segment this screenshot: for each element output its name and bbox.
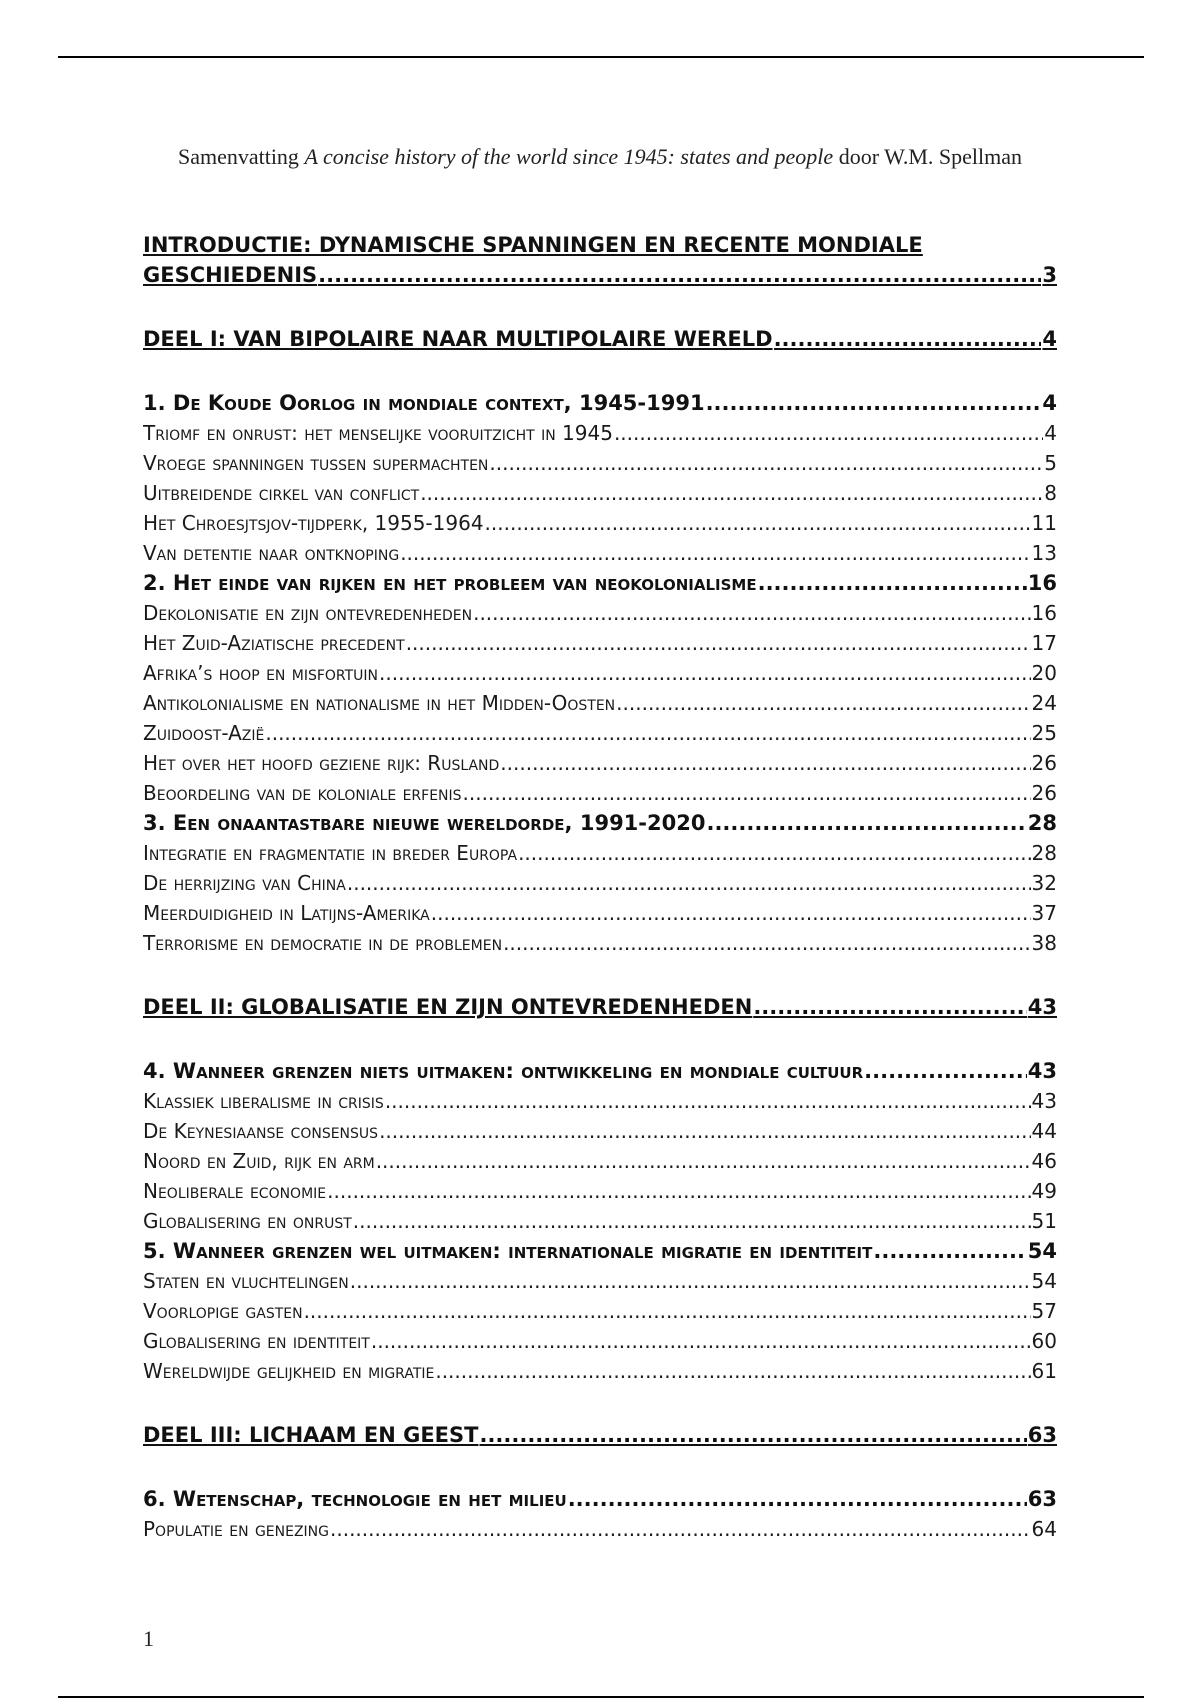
toc-page-number: 57: [1031, 1299, 1057, 1323]
toc-page-number: 51: [1031, 1209, 1057, 1233]
dot-leader: [379, 1116, 1030, 1146]
toc-part-3[interactable]: [143, 1420, 1057, 1450]
toc-section-label: Staten en vluchtelingen: [143, 1269, 349, 1293]
toc-section-label: Antikolonialisme en nationalisme in het Midden-Oosten: [143, 691, 616, 715]
toc-section-entry[interactable]: [143, 838, 1057, 868]
toc-section-label: De Keynesiaanse consensus: [143, 1119, 379, 1143]
dot-leader: [350, 1266, 1031, 1296]
dot-leader: [485, 508, 1031, 538]
toc-page-number: 26: [1031, 781, 1057, 805]
toc-page-number: 3: [1042, 263, 1057, 287]
toc-chapter-4[interactable]: [143, 1056, 1057, 1086]
dot-leader: [616, 688, 1030, 718]
toc-page-number: 43: [1031, 1089, 1057, 1113]
toc-part-label: DEEL I: VAN BIPOLAIRE NAAR MULTIPOLAIRE WERELD: [143, 327, 773, 351]
dot-leader: [265, 718, 1030, 748]
toc-page-number: 16: [1031, 601, 1057, 625]
dot-leader: [431, 898, 1031, 928]
dot-leader: [347, 868, 1031, 898]
title-book: A concise history of the world since 1945: states and people: [304, 144, 834, 169]
toc-section-entry[interactable]: [143, 1326, 1057, 1356]
toc-page-number: 4: [1042, 327, 1057, 351]
dot-leader: [614, 418, 1043, 448]
toc-section-label: Terrorisme en democratie in de problemen: [143, 931, 503, 955]
toc-page-number: 43: [1027, 1059, 1057, 1083]
toc-page-number: 54: [1027, 1239, 1057, 1263]
title-prefix: Samenvatting: [177, 144, 305, 169]
toc-section-label: Van detentie naar ontknoping: [143, 541, 400, 565]
toc-section-label: Noord en Zuid, rijk en arm: [143, 1149, 375, 1173]
dot-leader: [353, 1206, 1031, 1236]
toc-section-entry[interactable]: [143, 898, 1057, 928]
toc-intro-line2: GESCHIEDENIS: [143, 263, 318, 287]
toc-section-label: Meerduidigheid in Latijns-Amerika: [143, 901, 430, 925]
toc-section-entry[interactable]: [143, 1086, 1057, 1116]
toc-chapter-label: 6. Wetenschap, technologie en het milieu: [143, 1487, 567, 1511]
toc-chapter-label: 4. Wanneer grenzen niets uitmaken: ontwikkeling en mondiale cultuur: [143, 1059, 864, 1083]
toc-section-entry[interactable]: [143, 538, 1057, 568]
toc-section-entry[interactable]: [143, 718, 1057, 748]
dot-leader: [774, 324, 1042, 354]
dot-leader: [435, 1356, 1030, 1386]
toc-page-number: 17: [1031, 631, 1057, 655]
toc-chapter-3[interactable]: [143, 808, 1057, 838]
toc-section-entry[interactable]: [143, 1146, 1057, 1176]
toc-page-number: 43: [1027, 995, 1057, 1019]
dot-leader: [473, 598, 1030, 628]
toc-part-2[interactable]: [143, 992, 1057, 1022]
toc-page-number: 54: [1031, 1269, 1057, 1293]
toc-section-entry[interactable]: [143, 868, 1057, 898]
toc-chapter-5[interactable]: [143, 1236, 1057, 1266]
footer-rule: [58, 1696, 1144, 1698]
toc-page-number: 38: [1031, 931, 1057, 955]
toc-section-entry[interactable]: [143, 658, 1057, 688]
toc-section-list: [143, 838, 1057, 958]
header-rule: [58, 56, 1144, 58]
toc-section-entry[interactable]: [143, 1514, 1057, 1544]
toc-page-number: 26: [1031, 751, 1057, 775]
toc-page-number: 24: [1031, 691, 1057, 715]
dot-leader: [371, 1326, 1031, 1356]
dot-leader: [406, 628, 1031, 658]
toc-chapter-label: 5. Wanneer grenzen wel uitmaken: internationale migratie en identiteit: [143, 1239, 873, 1263]
toc-page-number: 44: [1031, 1119, 1057, 1143]
toc-section-list: [143, 1086, 1057, 1236]
toc-section-list: [143, 1266, 1057, 1386]
toc-part-label: DEEL II: GLOBALISATIE EN ZIJN ONTEVREDENHEDEN: [143, 995, 753, 1019]
toc-page-number: 49: [1031, 1179, 1057, 1203]
toc-page-number: 28: [1027, 811, 1057, 835]
toc-intro-line1: INTRODUCTIE: DYNAMISCHE SPANNINGEN EN RECENTE MONDIALE: [143, 233, 923, 257]
toc-page-number: 4: [1042, 391, 1057, 415]
toc-section-label: Het over het hoofd geziene rijk: Rusland: [143, 751, 500, 775]
toc-page-number: 60: [1031, 1329, 1057, 1353]
toc-section-label: De herrijzing van China: [143, 871, 346, 895]
toc-intro[interactable]: [143, 230, 1057, 290]
toc-section-label: Afrika’s hoop en misfortuin: [143, 661, 379, 685]
dot-leader: [318, 260, 1041, 290]
table-of-contents: [143, 230, 1057, 1544]
dot-leader: [463, 778, 1031, 808]
toc-page-number: 13: [1031, 541, 1057, 565]
toc-section-entry[interactable]: [143, 598, 1057, 628]
dot-leader: [376, 1146, 1031, 1176]
document-title: [160, 144, 1040, 170]
toc-section-label: Globalisering en onrust: [143, 1209, 352, 1233]
toc-chapter-2[interactable]: [143, 568, 1057, 598]
dot-leader: [706, 808, 1026, 838]
toc-page-number: 63: [1027, 1487, 1057, 1511]
toc-section-label: Wereldwijde gelijkheid en migratie: [143, 1359, 435, 1383]
dot-leader: [400, 538, 1030, 568]
toc-section-entry[interactable]: [143, 508, 1057, 538]
toc-section-label: Integratie en fragmentatie in breder Europa: [143, 841, 518, 865]
dot-leader: [568, 1484, 1027, 1514]
toc-section-entry[interactable]: [143, 1296, 1057, 1326]
toc-page-number: 61: [1031, 1359, 1057, 1383]
toc-page-number: 16: [1027, 571, 1057, 595]
toc-chapter-6[interactable]: [143, 1484, 1057, 1514]
title-author: door W.M. Spellman: [833, 144, 1023, 169]
dot-leader: [758, 568, 1027, 598]
toc-section-entry[interactable]: [143, 628, 1057, 658]
toc-chapter-label: 2. Het einde van rijken en het probleem van neokolonialisme: [143, 571, 757, 595]
dot-leader: [489, 448, 1043, 478]
toc-section-label: Klassiek liberalisme in crisis: [143, 1089, 384, 1113]
page-number: 1: [143, 1626, 154, 1651]
toc-section-label: Zuidoost-Azië: [143, 721, 265, 745]
toc-section-label: Het Zuid-Aziatische precedent: [143, 631, 405, 655]
toc-section-label: Populatie en genezing: [143, 1517, 329, 1541]
toc-section-entry[interactable]: [143, 1176, 1057, 1206]
toc-section-list: [143, 598, 1057, 808]
dot-leader: [753, 992, 1026, 1022]
dot-leader: [379, 658, 1031, 688]
toc-page-number: 64: [1031, 1517, 1057, 1541]
dot-leader: [420, 478, 1043, 508]
toc-section-entry[interactable]: [143, 1356, 1057, 1386]
toc-section-label: Voorlopige gasten: [143, 1299, 303, 1323]
toc-section-label: Beoordeling van de koloniale erfenis: [143, 781, 462, 805]
toc-part-label: DEEL III: LICHAAM EN GEEST: [143, 1423, 479, 1447]
toc-section-label: Triomf en onrust: het menselijke vooruitzicht in 1945: [143, 421, 613, 445]
toc-page-number: 32: [1031, 871, 1057, 895]
dot-leader: [500, 748, 1030, 778]
toc-section-entry[interactable]: [143, 418, 1057, 448]
dot-leader: [706, 388, 1042, 418]
dot-leader: [864, 1056, 1027, 1086]
toc-section-list: [143, 418, 1057, 568]
toc-chapter-label: 3. Een onaantastbare nieuwe wereldorde, 1991-2020: [143, 811, 706, 835]
dot-leader: [327, 1176, 1030, 1206]
toc-page-number: 4: [1044, 421, 1057, 445]
toc-chapter-label: 1. De Koude Oorlog in mondiale context, 1945-1991: [143, 391, 705, 415]
toc-section-entry[interactable]: [143, 748, 1057, 778]
toc-section-label: Globalisering en identiteit: [143, 1329, 370, 1353]
toc-page-number: 20: [1031, 661, 1057, 685]
dot-leader: [518, 838, 1030, 868]
toc-page-number: 37: [1031, 901, 1057, 925]
toc-page-number: 5: [1044, 451, 1057, 475]
toc-section-entry[interactable]: [143, 688, 1057, 718]
toc-section-label: Neoliberale economie: [143, 1179, 327, 1203]
toc-section-list: [143, 1514, 1057, 1544]
toc-section-entry[interactable]: [143, 1206, 1057, 1236]
toc-page-number: 25: [1031, 721, 1057, 745]
toc-part-1[interactable]: [143, 324, 1057, 354]
toc-section-entry[interactable]: [143, 928, 1057, 958]
toc-chapter-1[interactable]: [143, 388, 1057, 418]
dot-leader: [304, 1296, 1031, 1326]
dot-leader: [479, 1420, 1026, 1450]
dot-leader: [330, 1514, 1031, 1544]
toc-section-entry[interactable]: [143, 778, 1057, 808]
dot-leader: [873, 1236, 1026, 1266]
toc-page-number: 11: [1031, 511, 1057, 535]
toc-page-number: 46: [1031, 1149, 1057, 1173]
toc-section-label: Het Chroesjtsjov-tijdperk, 1955-1964: [143, 511, 484, 535]
toc-section-entry[interactable]: [143, 1116, 1057, 1146]
toc-section-label: Vroege spanningen tussen supermachten: [143, 451, 489, 475]
dot-leader: [385, 1086, 1031, 1116]
toc-page-number: 63: [1027, 1423, 1057, 1447]
toc-section-entry[interactable]: [143, 1266, 1057, 1296]
toc-section-label: Uitbreidende cirkel van conflict: [143, 481, 420, 505]
toc-section-entry[interactable]: [143, 478, 1057, 508]
toc-page-number: 28: [1031, 841, 1057, 865]
toc-section-entry[interactable]: [143, 448, 1057, 478]
toc-section-label: Dekolonisatie en zijn ontevredenheden: [143, 601, 473, 625]
toc-page-number: 8: [1044, 481, 1057, 505]
dot-leader: [503, 928, 1030, 958]
